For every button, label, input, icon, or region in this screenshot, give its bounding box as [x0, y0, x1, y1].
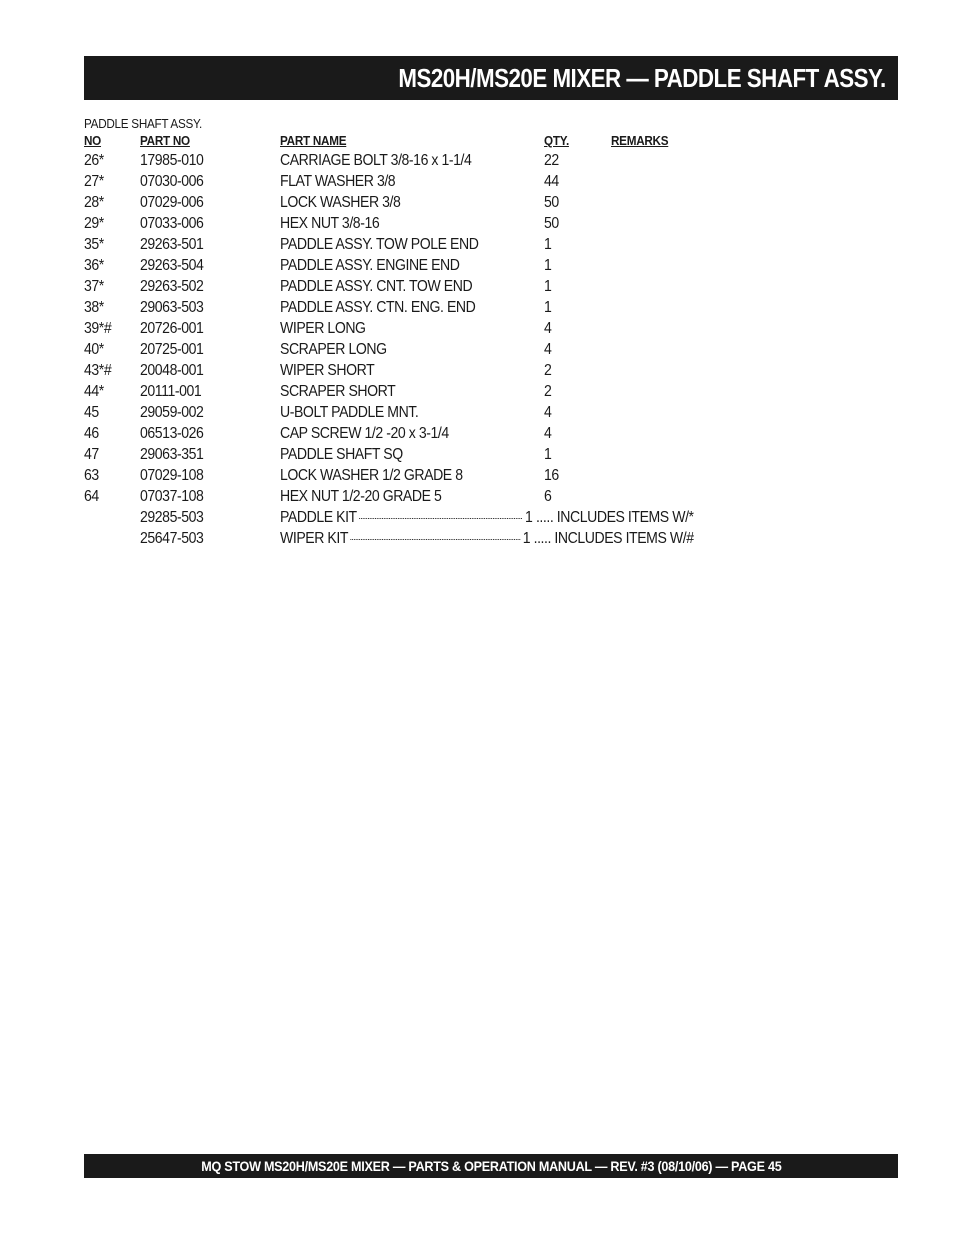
quantity: 50	[544, 194, 559, 211]
part-number-index: 26*	[84, 152, 104, 169]
kit-quantity: 1	[525, 509, 533, 526]
table-row	[0, 423, 954, 444]
table-row	[0, 234, 954, 255]
kit-name: WIPER KIT	[280, 530, 349, 547]
quantity: 4	[544, 404, 552, 421]
quantity: 2	[544, 383, 552, 400]
quantity: 4	[544, 320, 552, 337]
table-row	[0, 171, 954, 192]
kit-row	[0, 507, 954, 528]
column-header-qty: QTY.	[544, 133, 569, 148]
part-name: LOCK WASHER 1/2 GRADE 8	[280, 467, 463, 484]
table-row	[0, 318, 954, 339]
part-number: 07037-108	[140, 488, 204, 505]
quantity: 1	[544, 257, 552, 274]
part-number-index: 46	[84, 425, 99, 442]
part-name: SCRAPER LONG	[280, 341, 387, 358]
part-number: 07029-108	[140, 467, 204, 484]
part-name: CAP SCREW 1/2 -20 x 3-1/4	[280, 425, 449, 442]
part-number-index: 29*	[84, 215, 104, 232]
table-row	[0, 360, 954, 381]
kit-line	[280, 530, 694, 548]
part-number-index: 40*	[84, 341, 104, 358]
quantity: 1	[544, 236, 552, 253]
quantity: 50	[544, 215, 559, 232]
part-number: 29263-502	[140, 278, 204, 295]
quantity: 16	[544, 467, 559, 484]
part-number-index: 36*	[84, 257, 104, 274]
column-header-part-name: PART NAME	[280, 133, 347, 148]
page-title-bar	[84, 56, 898, 100]
part-name: WIPER LONG	[280, 320, 366, 337]
part-name: FLAT WASHER 3/8	[280, 173, 396, 190]
quantity: 44	[544, 173, 559, 190]
quantity: 1	[544, 299, 552, 316]
kit-remark: ..... INCLUDES ITEMS W/*	[535, 509, 694, 526]
quantity: 1	[544, 446, 552, 463]
part-name: SCRAPER SHORT	[280, 383, 396, 400]
quantity: 4	[544, 425, 552, 442]
part-name: WIPER SHORT	[280, 362, 375, 379]
quantity: 1	[544, 278, 552, 295]
footer-bar	[84, 1154, 898, 1178]
table-row	[0, 465, 954, 486]
part-number-index: 39*#	[84, 320, 112, 337]
part-number: 17985-010	[140, 152, 204, 169]
table-row	[0, 255, 954, 276]
dot-leader	[351, 539, 520, 540]
part-number-index: 28*	[84, 194, 104, 211]
part-number-index: 64	[84, 488, 99, 505]
quantity: 2	[544, 362, 552, 379]
part-number: 07030-006	[140, 173, 204, 190]
quantity: 6	[544, 488, 552, 505]
part-name: CARRIAGE BOLT 3/8-16 x 1-1/4	[280, 152, 472, 169]
parts-table	[0, 150, 954, 549]
part-number: 29059-002	[140, 404, 204, 421]
part-number: 29263-501	[140, 236, 204, 253]
table-row	[0, 402, 954, 423]
table-row	[0, 297, 954, 318]
part-name: PADDLE ASSY. ENGINE END	[280, 257, 460, 274]
kit-row	[0, 528, 954, 549]
table-row	[0, 213, 954, 234]
part-name: PADDLE SHAFT SQ	[280, 446, 403, 463]
kit-line	[280, 509, 694, 527]
page-title: MS20H/MS20E MIXER — PADDLE SHAFT ASSY.	[398, 62, 886, 93]
part-number: 20048-001	[140, 362, 204, 379]
part-number-index: 45	[84, 404, 99, 421]
kit-part-number: 29285-503	[140, 509, 204, 526]
table-row	[0, 339, 954, 360]
column-header-part-no: PART NO	[140, 133, 190, 148]
column-header-no: NO	[84, 133, 102, 148]
part-number: 06513-026	[140, 425, 204, 442]
kit-remark: ..... INCLUDES ITEMS W/#	[533, 530, 694, 547]
table-row	[0, 444, 954, 465]
part-number-index: 44*	[84, 383, 104, 400]
dot-leader	[359, 518, 522, 519]
part-name: PADDLE ASSY. TOW POLE END	[280, 236, 479, 253]
part-number-index: 63	[84, 467, 99, 484]
quantity: 22	[544, 152, 559, 169]
part-number: 07033-006	[140, 215, 204, 232]
table-row	[0, 381, 954, 402]
part-number: 20726-001	[140, 320, 204, 337]
part-number-index: 38*	[84, 299, 104, 316]
kit-name: PADDLE KIT	[280, 509, 357, 526]
part-number: 29263-504	[140, 257, 204, 274]
part-number-index: 27*	[84, 173, 104, 190]
section-label: PADDLE SHAFT ASSY.	[84, 116, 203, 131]
column-header-remarks: REMARKS	[611, 133, 669, 148]
part-number: 29063-503	[140, 299, 204, 316]
kit-part-number: 25647-503	[140, 530, 204, 547]
part-name: LOCK WASHER 3/8	[280, 194, 401, 211]
part-number: 07029-006	[140, 194, 204, 211]
table-row	[0, 486, 954, 507]
table-row	[0, 150, 954, 171]
part-number-index: 35*	[84, 236, 104, 253]
quantity: 4	[544, 341, 552, 358]
footer-text: MQ STOW MS20H/MS20E MIXER — PARTS & OPERATION MANUAL — REV. #3 (08/10/06) — PAGE 45	[200, 1158, 782, 1174]
part-name: PADDLE ASSY. CNT. TOW END	[280, 278, 473, 295]
part-number-index: 43*#	[84, 362, 112, 379]
part-number-index: 37*	[84, 278, 104, 295]
part-name: HEX NUT 3/8-16	[280, 215, 380, 232]
part-number: 20111-001	[140, 383, 202, 400]
part-name: PADDLE ASSY. CTN. ENG. END	[280, 299, 476, 316]
part-number-index: 47	[84, 446, 99, 463]
part-number: 20725-001	[140, 341, 204, 358]
part-name: HEX NUT 1/2-20 GRADE 5	[280, 488, 442, 505]
kit-quantity: 1	[522, 530, 531, 547]
table-row	[0, 192, 954, 213]
part-number: 29063-351	[140, 446, 204, 463]
part-name: U-BOLT PADDLE MNT.	[280, 404, 419, 421]
table-row	[0, 276, 954, 297]
